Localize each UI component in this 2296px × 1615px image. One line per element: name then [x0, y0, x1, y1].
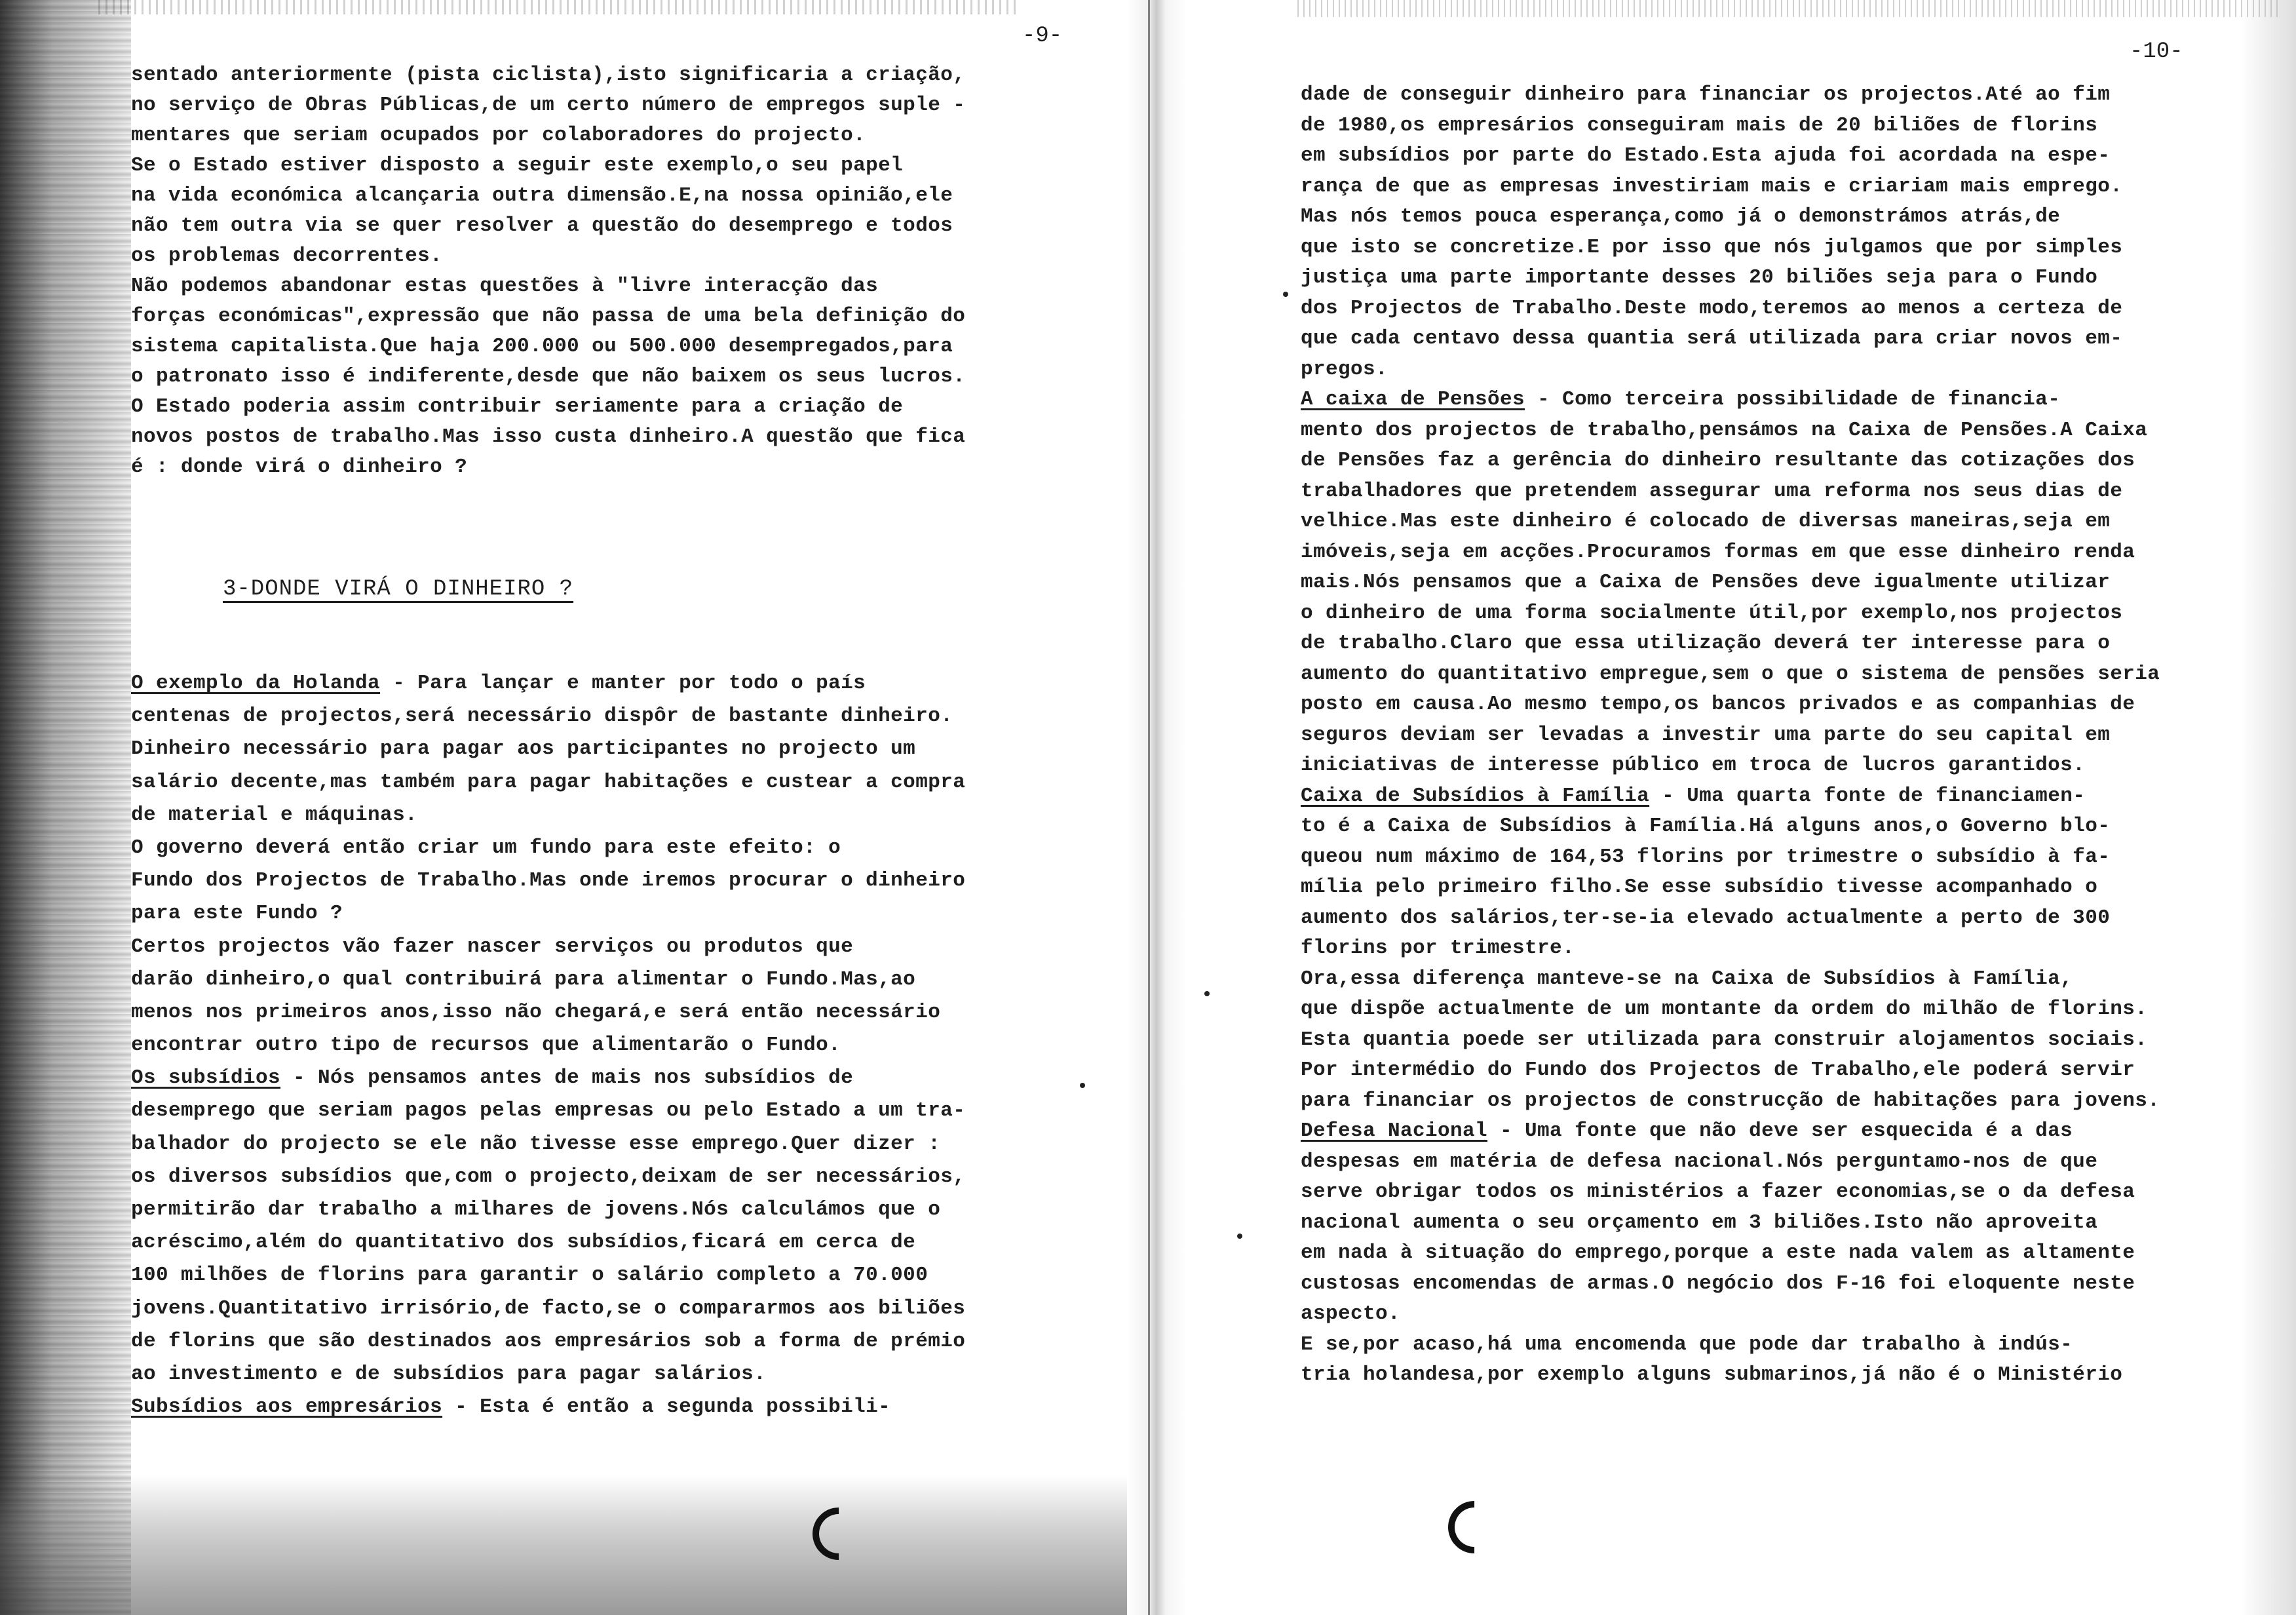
text-line	[131, 1325, 1075, 1358]
run-in-subheading: Caixa de Subsídios à Família	[1301, 784, 1650, 808]
text-line	[1301, 750, 2238, 781]
run-in-subheading: Subsídios aos empresários	[131, 1395, 443, 1419]
text-line	[1301, 172, 2238, 203]
text-line	[1301, 324, 2238, 355]
line-text: os diversos subsídios que,com o projecto,deixam de ser necessários,	[131, 1165, 966, 1188]
text-line	[1301, 1177, 2238, 1208]
line-text: que isto se concretize.E por isso que nós julgamos que por simples	[1301, 235, 2123, 259]
line-text: jovens.Quantitativo irrisório,de facto,se o compararmos aos biliões	[131, 1296, 966, 1320]
line-text: o dinheiro de uma forma socialmente útil,por exemplo,nos projectos	[1301, 601, 2123, 625]
line-text: aumento do quantitativo empregue,sem o que o sistema de pensões seria	[1301, 662, 2160, 686]
text-line: no serviço de Obras Públicas,de um certo número de empregos suple -	[131, 94, 966, 117]
text-line	[131, 799, 1075, 832]
text-line	[1301, 1086, 2238, 1117]
text-line	[131, 1226, 1075, 1259]
text-line	[131, 1029, 1075, 1062]
text-line	[131, 832, 1075, 865]
scan-speck	[1237, 1234, 1242, 1239]
line-text: mília pelo primeiro filho.Se esse subsídio tivesse acompanhado o	[1301, 876, 2098, 899]
line-text: despesas em matéria de defesa nacional.Nós perguntamo-nos de que	[1301, 1150, 2098, 1173]
text-line	[1301, 690, 2238, 720]
line-text: aumento dos salários,ter-se-ia elevado actualmente a perto de 300	[1301, 906, 2111, 929]
line-text: to é a Caixa de Subsídios à Família.Há alguns anos,o Governo blo-	[1301, 815, 2111, 838]
run-in-subheading: A caixa de Pensões	[1301, 388, 1525, 411]
text-line: os problemas decorrentes.	[131, 244, 443, 267]
line-text: Mas nós temos pouca esperança,como já o demonstrámos atrás,de	[1301, 205, 2061, 228]
text-line	[1301, 872, 2238, 903]
line-text: Fundo dos Projectos de Trabalho.Mas onde iremos procurar o dinheiro	[131, 869, 966, 893]
line-text: florins por trimestre.	[1301, 937, 1575, 960]
line-text: dos Projectos de Trabalho.Deste modo,teremos ao menos a certeza de	[1301, 296, 2123, 320]
line-text: E se,por acaso,há uma encomenda que pode dar trabalho à indús-	[1301, 1333, 2073, 1356]
text-line: Não podemos abandonar estas questões à "livre interacção das	[131, 275, 879, 298]
text-line	[1301, 1238, 2238, 1269]
line-text: - Uma fonte que não deve ser esquecida é a das	[1487, 1119, 2073, 1142]
text-line	[1301, 568, 2238, 598]
text-line	[1301, 994, 2238, 1025]
line-text: tria holandesa,por exemplo alguns submarinos,já não é o Ministério	[1301, 1363, 2123, 1386]
text-line	[1301, 933, 2238, 964]
line-text: menos nos primeiros anos,isso não chegará,e será então necessário	[131, 1000, 941, 1024]
text-line: O Estado poderia assim contribuir seriamente para a criação de	[131, 395, 904, 418]
text-line: novos postos de trabalho.Mas isso custa dinheiro.A questão que fica	[131, 425, 966, 448]
line-text: Dinheiro necessário para pagar aos participantes no projecto um	[131, 737, 916, 761]
text-line	[131, 865, 1075, 897]
text-line: não tem outra via se quer resolver a questão do desemprego e todos	[131, 214, 953, 237]
text-line	[1301, 842, 2238, 873]
scan-speck	[1080, 1083, 1085, 1088]
line-text: em subsídios por parte do Estado.Esta ajuda foi acordada na espe-	[1301, 144, 2111, 167]
line-text: permitirão dar trabalho a milhares de jovens.Nós calculámos que o	[131, 1198, 941, 1221]
page-number-left: -9-	[1022, 24, 1063, 49]
text-line	[131, 1128, 1075, 1161]
line-text: de 1980,os empresários conseguiram mais de 20 biliões de florins	[1301, 113, 2098, 137]
line-text: que dispõe actualmente de um montante da ordem do milhão de florins.	[1301, 998, 2148, 1021]
line-text: centenas de projectos,será necessário dispôr de bastante dinheiro.	[131, 705, 953, 728]
left-page-text-bottom	[131, 667, 1075, 1424]
text-line	[1301, 1269, 2238, 1300]
right-page-text	[1301, 80, 2238, 1391]
line-text: balhador do projecto se ele não tivesse esse emprego.Quer dizer :	[131, 1132, 941, 1156]
line-text: justiça uma parte importante desses 20 biliões seja para o Fundo	[1301, 266, 2098, 289]
text-line	[1301, 507, 2238, 537]
text-line	[1301, 1025, 2238, 1056]
line-text: seguros deviam ser levadas a investir uma parte do seu capital em	[1301, 723, 2111, 747]
text-line	[1301, 1055, 2238, 1086]
page-number-right: -10-	[2130, 39, 2183, 64]
line-text: pregos.	[1301, 357, 1388, 381]
scan-speck	[1283, 292, 1288, 297]
line-text: de florins que são destinados aos empresários sob a forma de prémio	[131, 1329, 966, 1353]
text-line	[131, 766, 1075, 799]
text-line: na vida económica alcançaria outra dimensão.E,na nossa opinião,ele	[131, 184, 953, 207]
line-text: custosas encomendas de armas.O negócio dos F-16 foi eloquente neste	[1301, 1272, 2135, 1295]
line-text: encontrar outro tipo de recursos que alimentarão o Fundo.	[131, 1034, 841, 1057]
line-text: de Pensões faz a gerência do dinheiro resultante das cotizações dos	[1301, 449, 2135, 472]
line-text: Por intermédio do Fundo dos Projectos de Trabalho,ele poderá servir	[1301, 1059, 2135, 1081]
text-line	[131, 996, 1075, 1029]
text-line	[1301, 537, 2238, 568]
text-line	[131, 667, 1075, 700]
line-text: queou num máximo de 164,53 florins por trimestre o subsídio à fa-	[1301, 845, 2111, 868]
text-line: sentado anteriormente (pista ciclista),isto significaria a criação,	[131, 64, 966, 87]
text-line: mentares que seriam ocupados por colaboradores do projecto.	[131, 124, 866, 147]
line-text: salário decente,mas também para pagar habitações e custear a compra	[131, 770, 966, 794]
text-line	[131, 1391, 1075, 1424]
line-text: O governo deverá então criar um fundo para este efeito: o	[131, 836, 841, 859]
line-text: em nada à situação do emprego,porque a este nada valem as altamente	[1301, 1241, 2135, 1264]
line-text: iniciativas de interesse público em troca de lucros garantidos.	[1301, 754, 2086, 777]
text-line	[131, 1062, 1075, 1095]
text-line	[131, 1358, 1075, 1391]
text-line: o patronato isso é indiferente,desde que não baixem os seus lucros.	[131, 365, 966, 388]
line-text: - Uma quarta fonte de financiamen-	[1649, 784, 2086, 808]
text-line	[1301, 80, 2238, 111]
line-text: nacional aumenta o seu orçamento em 3 biliões.Isto não aproveita	[1301, 1211, 2098, 1234]
line-text: Ora,essa diferença manteve-se na Caixa de Subsídios à Família,	[1301, 967, 2073, 990]
run-in-subheading: Defesa Nacional	[1301, 1119, 1488, 1142]
text-line	[131, 1293, 1075, 1325]
line-text: de trabalho.Claro que essa utilização deverá ter interesse para o	[1301, 632, 2111, 655]
line-text: para este Fundo ?	[131, 902, 343, 925]
line-text: velhice.Mas este dinheiro é colocado de diversas maneiras,seja em	[1301, 510, 2111, 533]
text-line	[1301, 233, 2238, 263]
text-line	[1301, 964, 2238, 995]
text-line: Se o Estado estiver disposto a seguir este exemplo,o seu papel	[131, 154, 904, 177]
text-line	[1301, 598, 2238, 629]
scan-speck	[1204, 991, 1210, 996]
line-text: Esta quantia poede ser utilizada para construir alojamentos sociais.	[1301, 1028, 2148, 1051]
line-text: desemprego que seriam pagos pelas empresas ou pelo Estado a um tra-	[131, 1099, 966, 1123]
text-line	[1301, 385, 2238, 416]
line-text: acréscimo,além do quantitativo dos subsídios,ficará em cerca de	[131, 1231, 916, 1255]
text-line	[1301, 446, 2238, 477]
text-line	[131, 1194, 1075, 1226]
run-in-subheading: O exemplo da Holanda	[131, 672, 381, 695]
text-line	[1301, 1330, 2238, 1361]
text-line	[1301, 477, 2238, 507]
run-in-subheading: Os subsídios	[131, 1066, 281, 1090]
text-line	[131, 1095, 1075, 1127]
text-line	[1301, 629, 2238, 659]
text-line	[1301, 1299, 2238, 1330]
text-line: forças económicas",expressão que não passa de uma bela definição do	[131, 305, 966, 328]
line-text: que cada centavo dessa quantia será utilizada para criar novos em-	[1301, 327, 2123, 350]
line-text: darão dinheiro,o qual contribuirá para alimentar o Fundo.Mas,ao	[131, 967, 916, 991]
text-line	[1301, 1208, 2238, 1239]
text-line	[1301, 903, 2238, 934]
section-heading: 3-DONDE VIRÁ O DINHEIRO ?	[223, 577, 574, 602]
text-line	[1301, 355, 2238, 385]
line-text: imóveis,seja em acções.Procuramos formas em que esse dinheiro renda	[1301, 540, 2135, 564]
text-line: é : donde virá o dinheiro ?	[131, 456, 468, 478]
text-line	[1301, 1147, 2238, 1178]
text-line	[1301, 141, 2238, 172]
line-text: serve obrigar todos os ministérios a fazer economias,se o da defesa	[1301, 1180, 2135, 1203]
text-line	[1301, 1360, 2238, 1391]
line-text: - Nós pensamos antes de mais nos subsídios de	[280, 1066, 854, 1090]
line-text: para financiar os projectos de construcção de habitações para jovens.	[1301, 1089, 2160, 1112]
line-text: mento dos projectos de trabalho,pensámos na Caixa de Pensões.A Caixa	[1301, 418, 2148, 442]
line-text: aspecto.	[1301, 1302, 1401, 1325]
line-text: posto em causa.Ao mesmo tempo,os bancos privados e as companhias de	[1301, 693, 2135, 716]
text-line	[1301, 659, 2238, 690]
line-text: Certos projectos vão fazer nascer serviços ou produtos que	[131, 935, 854, 958]
text-line	[131, 700, 1075, 733]
text-line	[1301, 811, 2238, 842]
text-line	[1301, 263, 2238, 294]
text-line	[131, 733, 1075, 766]
text-line	[1301, 202, 2238, 233]
gutter-fold-line	[1148, 0, 1150, 1615]
line-text: rança de que as empresas investiriam mais e criariam mais emprego.	[1301, 174, 2123, 198]
text-line	[1301, 781, 2238, 812]
line-text: - Como terceira possibilidade de financia-	[1525, 388, 2061, 411]
line-text: ao investimento e de subsídios para pagar salários.	[131, 1362, 767, 1386]
text-line	[1301, 294, 2238, 324]
line-text: mais.Nós pensamos que a Caixa de Pensões deve igualmente utilizar	[1301, 571, 2111, 594]
left-page-text-top	[131, 60, 1075, 482]
text-line	[1301, 720, 2238, 751]
text-line	[1301, 111, 2238, 142]
text-line	[1301, 1116, 2238, 1147]
text-line	[131, 931, 1075, 963]
line-text: - Esta é então a segunda possibili-	[442, 1395, 891, 1419]
line-text: dade de conseguir dinheiro para financiar os projectos.Até ao fim	[1301, 83, 2111, 106]
text-line	[131, 963, 1075, 996]
line-text: de material e máquinas.	[131, 803, 418, 827]
line-text: 100 milhões de florins para garantir o salário completo a 70.000	[131, 1264, 928, 1287]
text-line	[131, 1161, 1075, 1194]
line-text: - Para lançar e manter por todo o país	[380, 672, 866, 695]
text-line	[131, 1259, 1075, 1292]
text-line: sistema capitalista.Que haja 200.000 ou 500.000 desempregados,para	[131, 335, 953, 358]
line-text: trabalhadores que pretendem assegurar uma reforma nos seus dias de	[1301, 479, 2123, 503]
text-line	[131, 897, 1075, 930]
text-line	[1301, 416, 2238, 446]
